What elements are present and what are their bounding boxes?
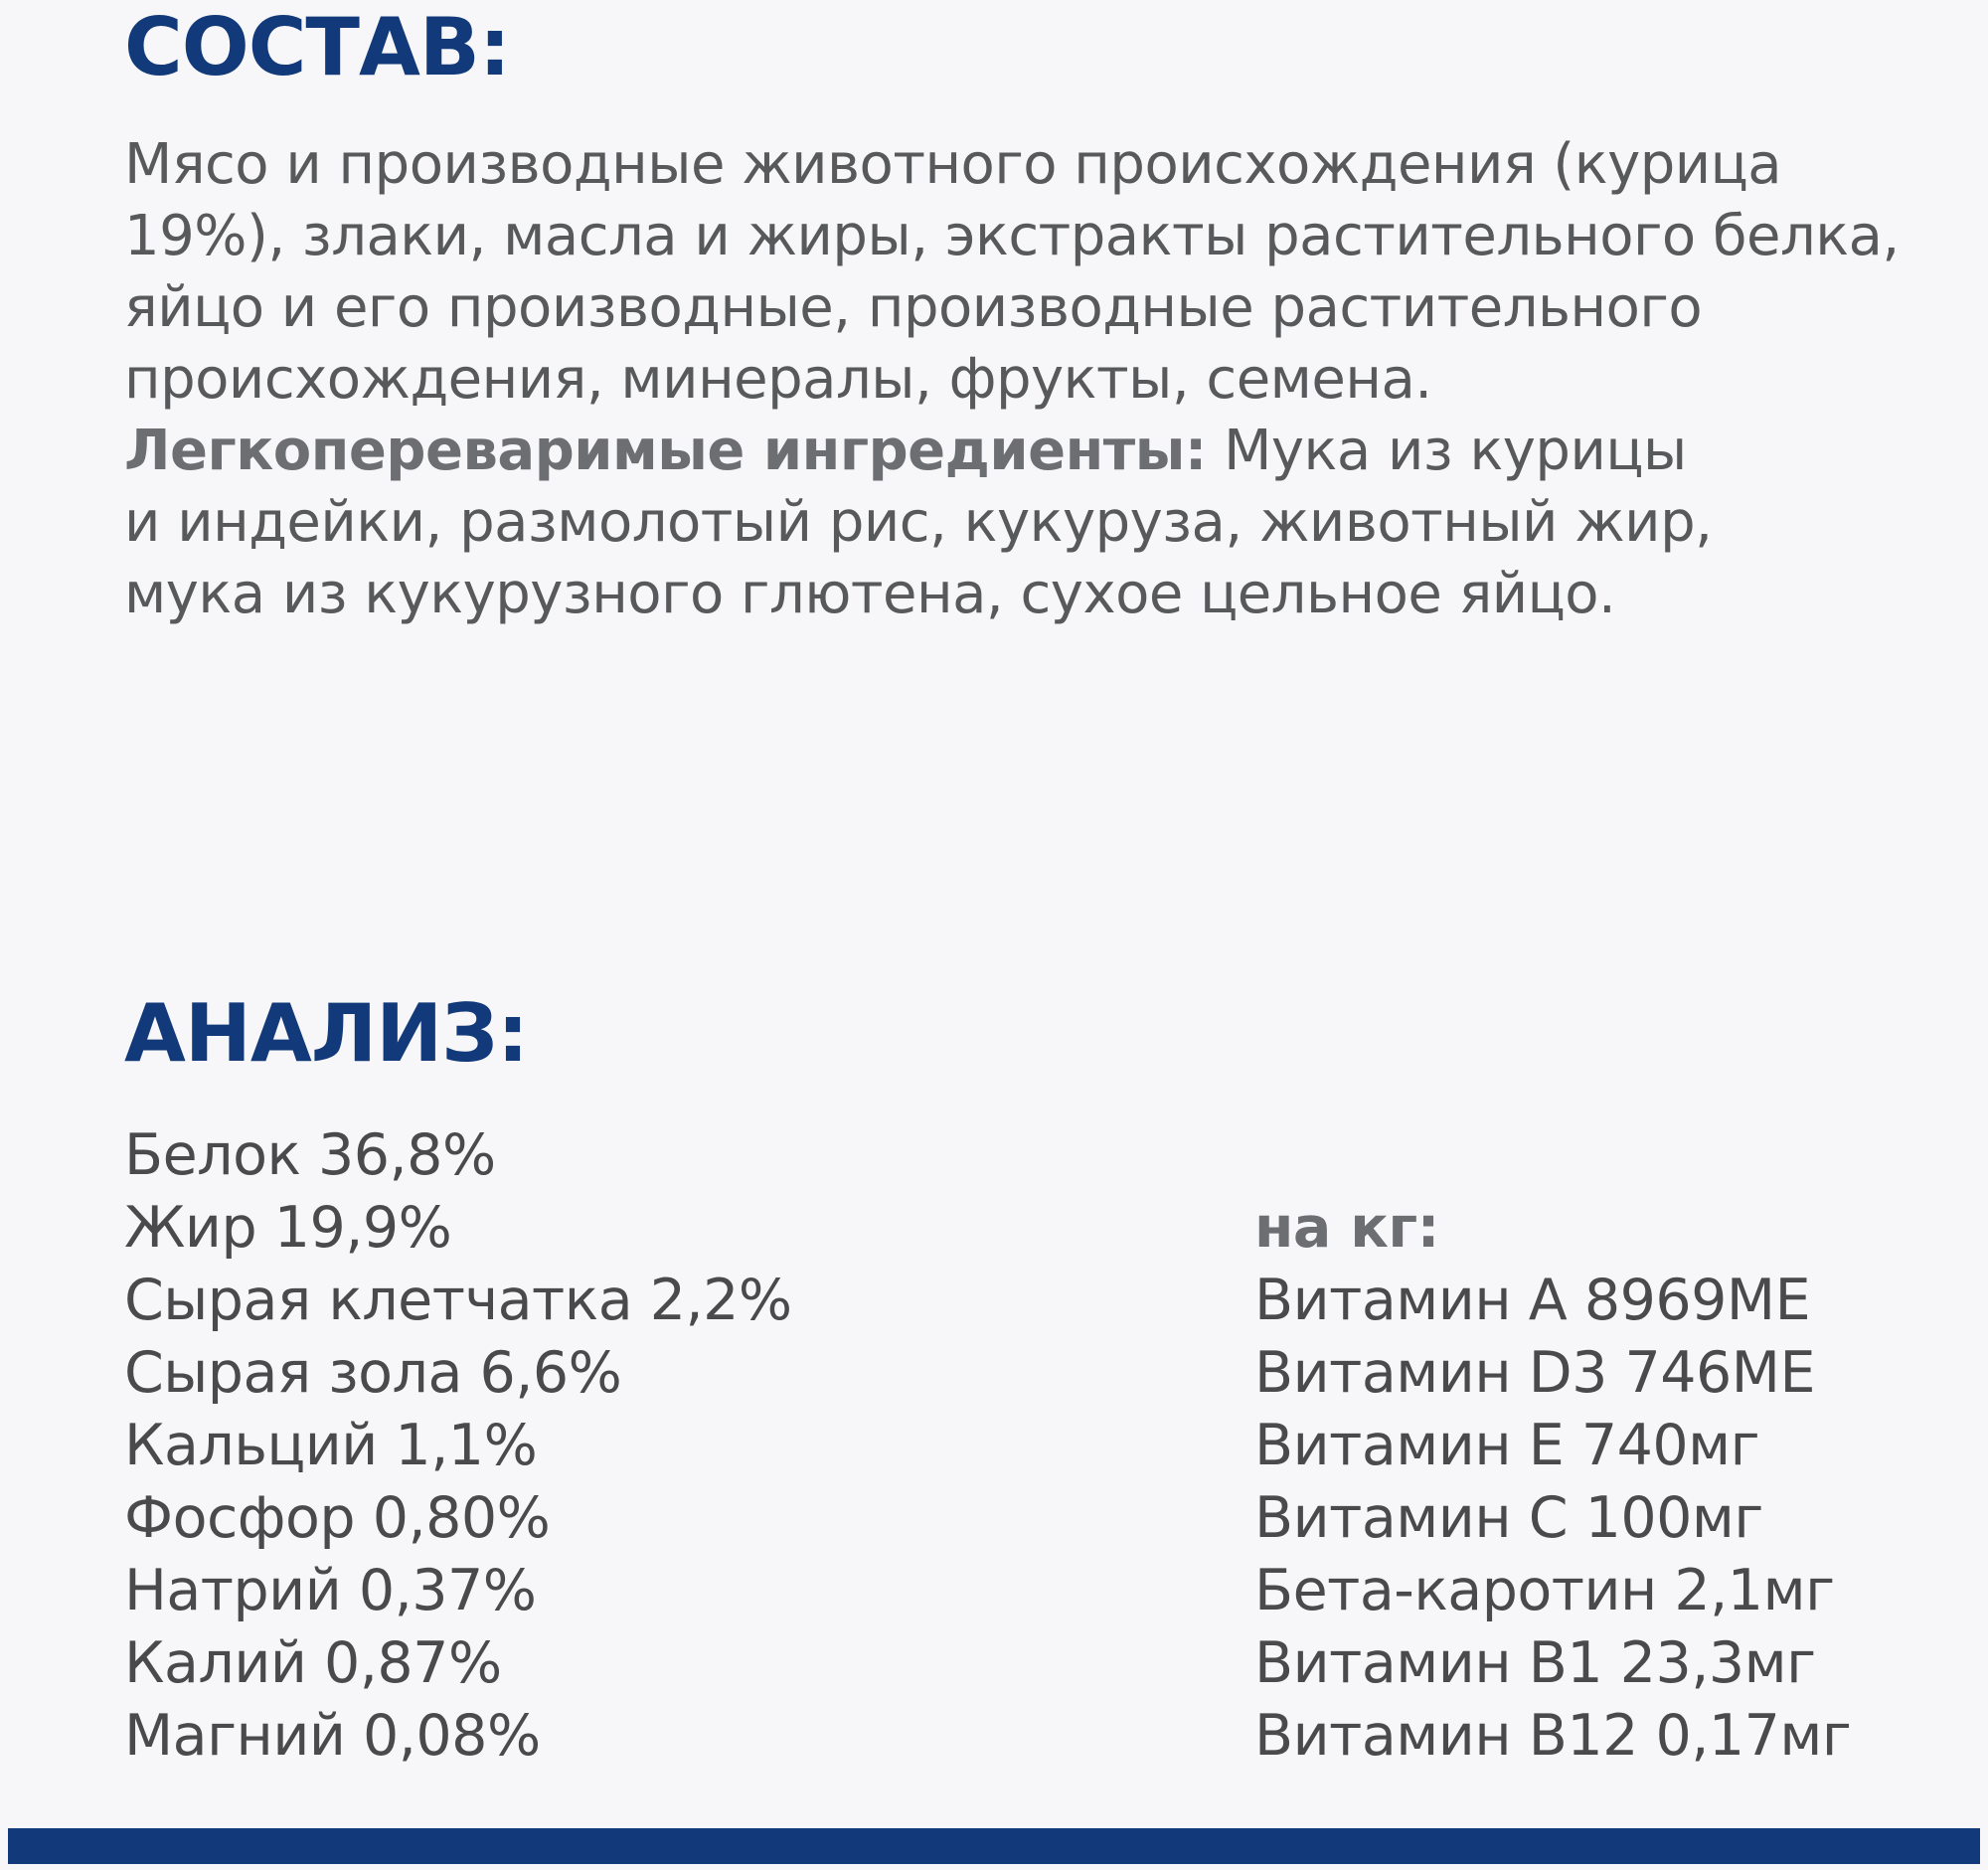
vitamin-item: Витамин В1 23,3мг [1254, 1630, 1816, 1696]
analysis-item: Кальций 1,1% [124, 1413, 538, 1478]
vitamin-item: Витамин А 8969МЕ [1254, 1268, 1811, 1333]
composition-line: 19%), злаки, масла и жиры, экстракты растительного белка, [124, 204, 1900, 268]
footer-bar [8, 1828, 1980, 1864]
vitamin-item: Витамин В12 0,17мг [1254, 1703, 1852, 1769]
vitamin-item: Витамин D3 746МЕ [1254, 1340, 1815, 1406]
composition-text [124, 129, 1953, 630]
analysis-item: Магний 0,08% [124, 1703, 541, 1769]
highlight-text: Мука из курицы [1206, 419, 1687, 483]
analysis-item: Сырая клетчатка 2,2% [124, 1268, 792, 1333]
composition-line: Мясо и производные животного происхождения (курица [124, 132, 1782, 197]
analysis-item: Сырая зола 6,6% [124, 1340, 622, 1406]
analysis-item: Жир 19,9% [124, 1195, 452, 1261]
analysis-item: Фосфор 0,80% [124, 1485, 551, 1551]
analysis-item: Калий 0,87% [124, 1630, 502, 1696]
highlight-line: и индейки, размолотый рис, кукуруза, животный жир, [124, 490, 1713, 555]
highlight-line [124, 416, 1953, 487]
highlight-line: мука из кукурузного глютена, сухое цельное яйцо. [124, 562, 1616, 626]
per-kg-list [1254, 1192, 1851, 1773]
per-kg-label: на кг: [1254, 1195, 1439, 1261]
analysis-item: Натрий 0,37% [124, 1558, 537, 1623]
easily-digestible-label: Легкопереваримые ингредиенты: [124, 419, 1207, 483]
composition-line: яйцо и его производные, производные растительного [124, 275, 1703, 340]
composition-heading: СОСТАВ: [124, 1, 510, 93]
analysis-heading: АНАЛИЗ: [124, 987, 529, 1080]
analysis-item: Белок 36,8% [124, 1122, 496, 1188]
analysis-list [124, 1119, 792, 1773]
vitamin-item: Витамин Е 740мг [1254, 1413, 1760, 1478]
composition-line: происхождения, минералы, фрукты, семена. [124, 347, 1432, 412]
vitamin-item: Витамин С 100мг [1254, 1485, 1763, 1551]
vitamin-item: Бета-каротин 2,1мг [1254, 1558, 1835, 1623]
